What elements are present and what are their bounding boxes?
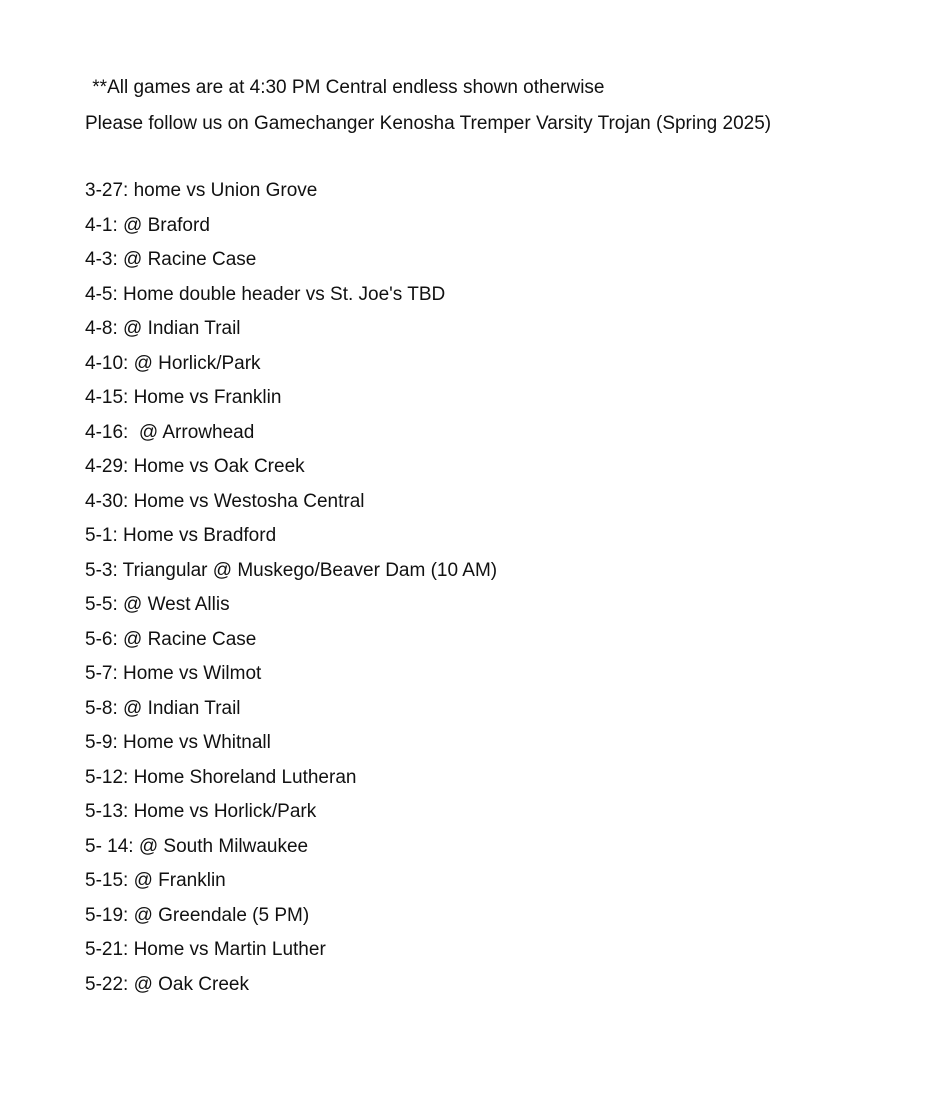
schedule-entry: 4-3: @ Racine Case xyxy=(85,249,257,270)
schedule-entry: 5-21: Home vs Martin Luther xyxy=(85,939,326,960)
time-note: **All games are at 4:30 PM Central endless shown otherwise xyxy=(87,77,605,98)
schedule-entry: 5-1: Home vs Bradford xyxy=(85,525,277,546)
schedule-entry: 5-7: Home vs Wilmot xyxy=(85,663,262,684)
game-schedule-list xyxy=(85,180,497,1008)
schedule-entry: 5-22: @ Oak Creek xyxy=(85,973,249,995)
schedule-entry: 4-5: Home double header vs St. Joe's TBD xyxy=(85,283,446,305)
schedule-entry: 4-15: Home vs Franklin xyxy=(85,387,282,408)
schedule-entry: 5-12: Home Shoreland Lutheran xyxy=(85,766,357,788)
schedule-entry: 5-19: @ Greendale (5 PM) xyxy=(85,904,310,926)
schedule-entry: 4-30: Home vs Westosha Central xyxy=(85,490,365,512)
schedule-entry: 4-29: Home vs Oak Creek xyxy=(85,456,305,477)
schedule-entry: 5-5: @ West Allis xyxy=(85,594,230,615)
schedule-entry: 5-15: @ Franklin xyxy=(85,870,226,891)
schedule-entry: 5-6: @ Racine Case xyxy=(85,628,257,650)
follow-instructions: Please follow us on Gamechanger Kenosha Tremper Varsity Trojan (Spring 2025) xyxy=(85,113,772,134)
schedule-entry: 4-8: @ Indian Trail xyxy=(85,318,241,339)
schedule-entry: 4-16: @ Arrowhead xyxy=(85,421,255,443)
schedule-entry: 5-8: @ Indian Trail xyxy=(85,697,241,719)
schedule-entry: 4-1: @ Braford xyxy=(85,214,210,236)
schedule-entry: 3-27: home vs Union Grove xyxy=(85,180,318,201)
schedule-entry: 5-3: Triangular @ Muskego/Beaver Dam (10 AM) xyxy=(85,559,498,581)
schedule-entry: 4-10: @ Horlick/Park xyxy=(85,352,261,374)
schedule-entry: 5-9: Home vs Whitnall xyxy=(85,732,271,753)
schedule-entry: 5-13: Home vs Horlick/Park xyxy=(85,801,317,822)
schedule-entry: 5- 14: @ South Milwaukee xyxy=(85,835,309,857)
